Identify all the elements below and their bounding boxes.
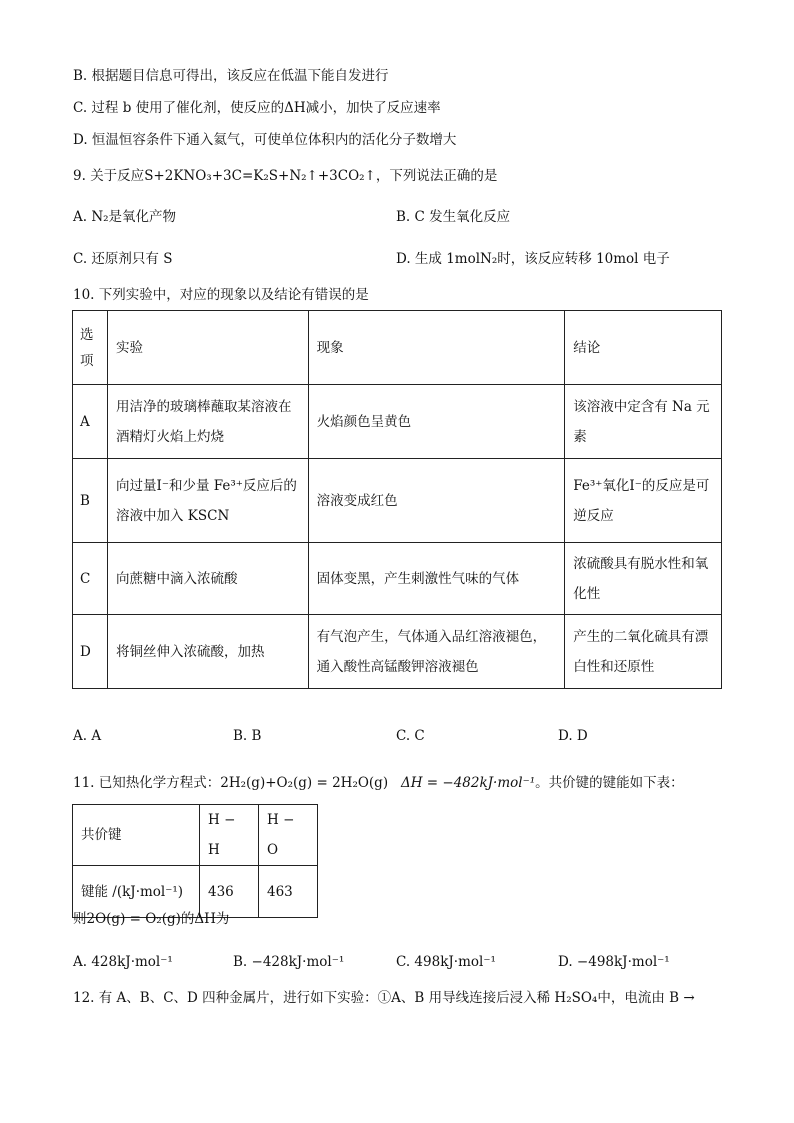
q10-row-c [73,543,722,615]
q10-row-d [73,615,722,689]
q10-row-a-experiment: 用洁净的玻璃棒蘸取某溶液在酒精灯火焰上灼烧 [107,385,308,459]
q11-header-hh: H − H [200,805,259,866]
q10-row-c-experiment: 向蔗糖中滴入浓硫酸 [107,543,308,615]
q10-option-a: A. A [73,728,102,744]
q9-option-a: A. N₂是氧化产物 [73,209,177,225]
q10-header-experiment: 实验 [107,311,308,385]
q9-option-d: D. 生成 1molN₂时，该反应转移 10mol 电子 [396,251,670,267]
q9-option-c: C. 还原剂只有 S [73,251,173,267]
q10-row-d-phenomenon: 有气泡产生，气体通入品红溶液褪色，通入酸性高锰酸钾溶液褪色 [308,615,565,689]
q10-row-b [73,459,722,543]
q10-header-conclusion: 结论 [565,311,722,385]
q11-option-a: A. 428kJ·mol⁻¹ [73,954,173,970]
q11-dh: ΔH = −482kJ·mol⁻¹ [400,775,536,791]
q10-row-a-option: A [73,385,108,459]
q10-row-a-phenomenon: 火焰颜色呈黄色 [308,385,565,459]
q10-row-c-phenomenon: 固体变黑，产生刺激性气味的气体 [308,543,565,615]
q10-row-b-conclusion: Fe³⁺氧化I⁻的反应是可逆反应 [565,459,722,543]
q9-number: 9. [73,168,86,184]
q10-row-b-option: B [73,459,108,543]
q11-row-label: 键能 /(kJ·mol⁻¹) [73,866,200,918]
q11-value-ho: 463 [259,866,318,918]
q10-row-b-phenomenon: 溶液变成红色 [308,459,565,543]
q11-equation: 2H₂(g)+O₂(g) = 2H₂O(g) [220,775,389,791]
q11-stem [73,773,684,793]
q11-option-c: C. 498kJ·mol⁻¹ [396,954,496,970]
q8-option-b: B. 根据题目信息可得出，该反应在低温下能自发进行 [73,68,389,84]
q10-stem: 10. 下列实验中，对应的现象以及结论有错误的是 [73,287,369,303]
q11-question-pre: 则 [73,911,87,927]
q10-row-c-option: C [73,543,108,615]
q10-row-a [73,385,722,459]
q9-stem [73,166,497,186]
q11-stem-post: 。共价键的键能如下表： [535,775,684,791]
q11-option-b: B. −428kJ·mol⁻¹ [233,954,345,970]
q11-table-header-row [73,805,318,866]
q9-option-b: B. C 发生氧化反应 [396,209,511,225]
q10-row-d-option: D [73,615,108,689]
q10-row-d-experiment: 将铜丝伸入浓硫酸，加热 [107,615,308,689]
q9-stem-post: ，下列说法正确的是 [375,168,498,184]
q10-row-a-conclusion: 该溶液中定含有 Na 元素 [565,385,722,459]
q11-option-d: D. −498kJ·mol⁻¹ [558,954,670,970]
q10-row-d-conclusion: 产生的二氧化硫具有漂白性和还原性 [565,615,722,689]
q11-header-ho: H − O [259,805,318,866]
q11-question [73,909,229,929]
q10-option-b: B. B [233,728,262,744]
q10-table-header-row [73,311,722,385]
q11-stem-pre: 11. 已知热化学方程式： [73,775,221,791]
q10-header-phenomenon: 现象 [308,311,565,385]
q11-header-bond: 共价键 [73,805,200,866]
q8-option-c: C. 过程 b 使用了催化剂，使反应的ΔH减小，加快了反应速率 [73,100,441,116]
q9-equation: S+2KNO₃+3C=K₂S+N₂↑+3CO₂↑ [144,168,376,184]
q9-stem-pre: 关于反应 [90,168,145,184]
q10-option-c: C. C [396,728,425,744]
q10-header-option: 选项 [73,311,108,385]
q10-row-b-experiment: 向过量I⁻和少量 Fe³⁺反应后的溶液中加入 KSCN [107,459,308,543]
q10-row-c-conclusion: 浓硫酸具有脱水性和氧化性 [565,543,722,615]
q8-option-d: D. 恒温恒容条件下通入氦气，可使单位体积内的活化分子数增大 [73,132,457,148]
q12-stem: 12. 有 A、B、C、D 四种金属片，进行如下实验：①A、B 用导线连接后浸入稀 H₂SO₄中，电流由 B → [73,990,695,1006]
q10-option-d: D. D [558,728,588,744]
q11-bond-energy-table [72,804,318,918]
q10-table [72,310,722,689]
q11-question-post: 的ΔH为 [180,911,230,927]
q11-value-hh: 436 [200,866,259,918]
q11-question-eq: 2O(g) = O₂(g) [86,911,181,927]
